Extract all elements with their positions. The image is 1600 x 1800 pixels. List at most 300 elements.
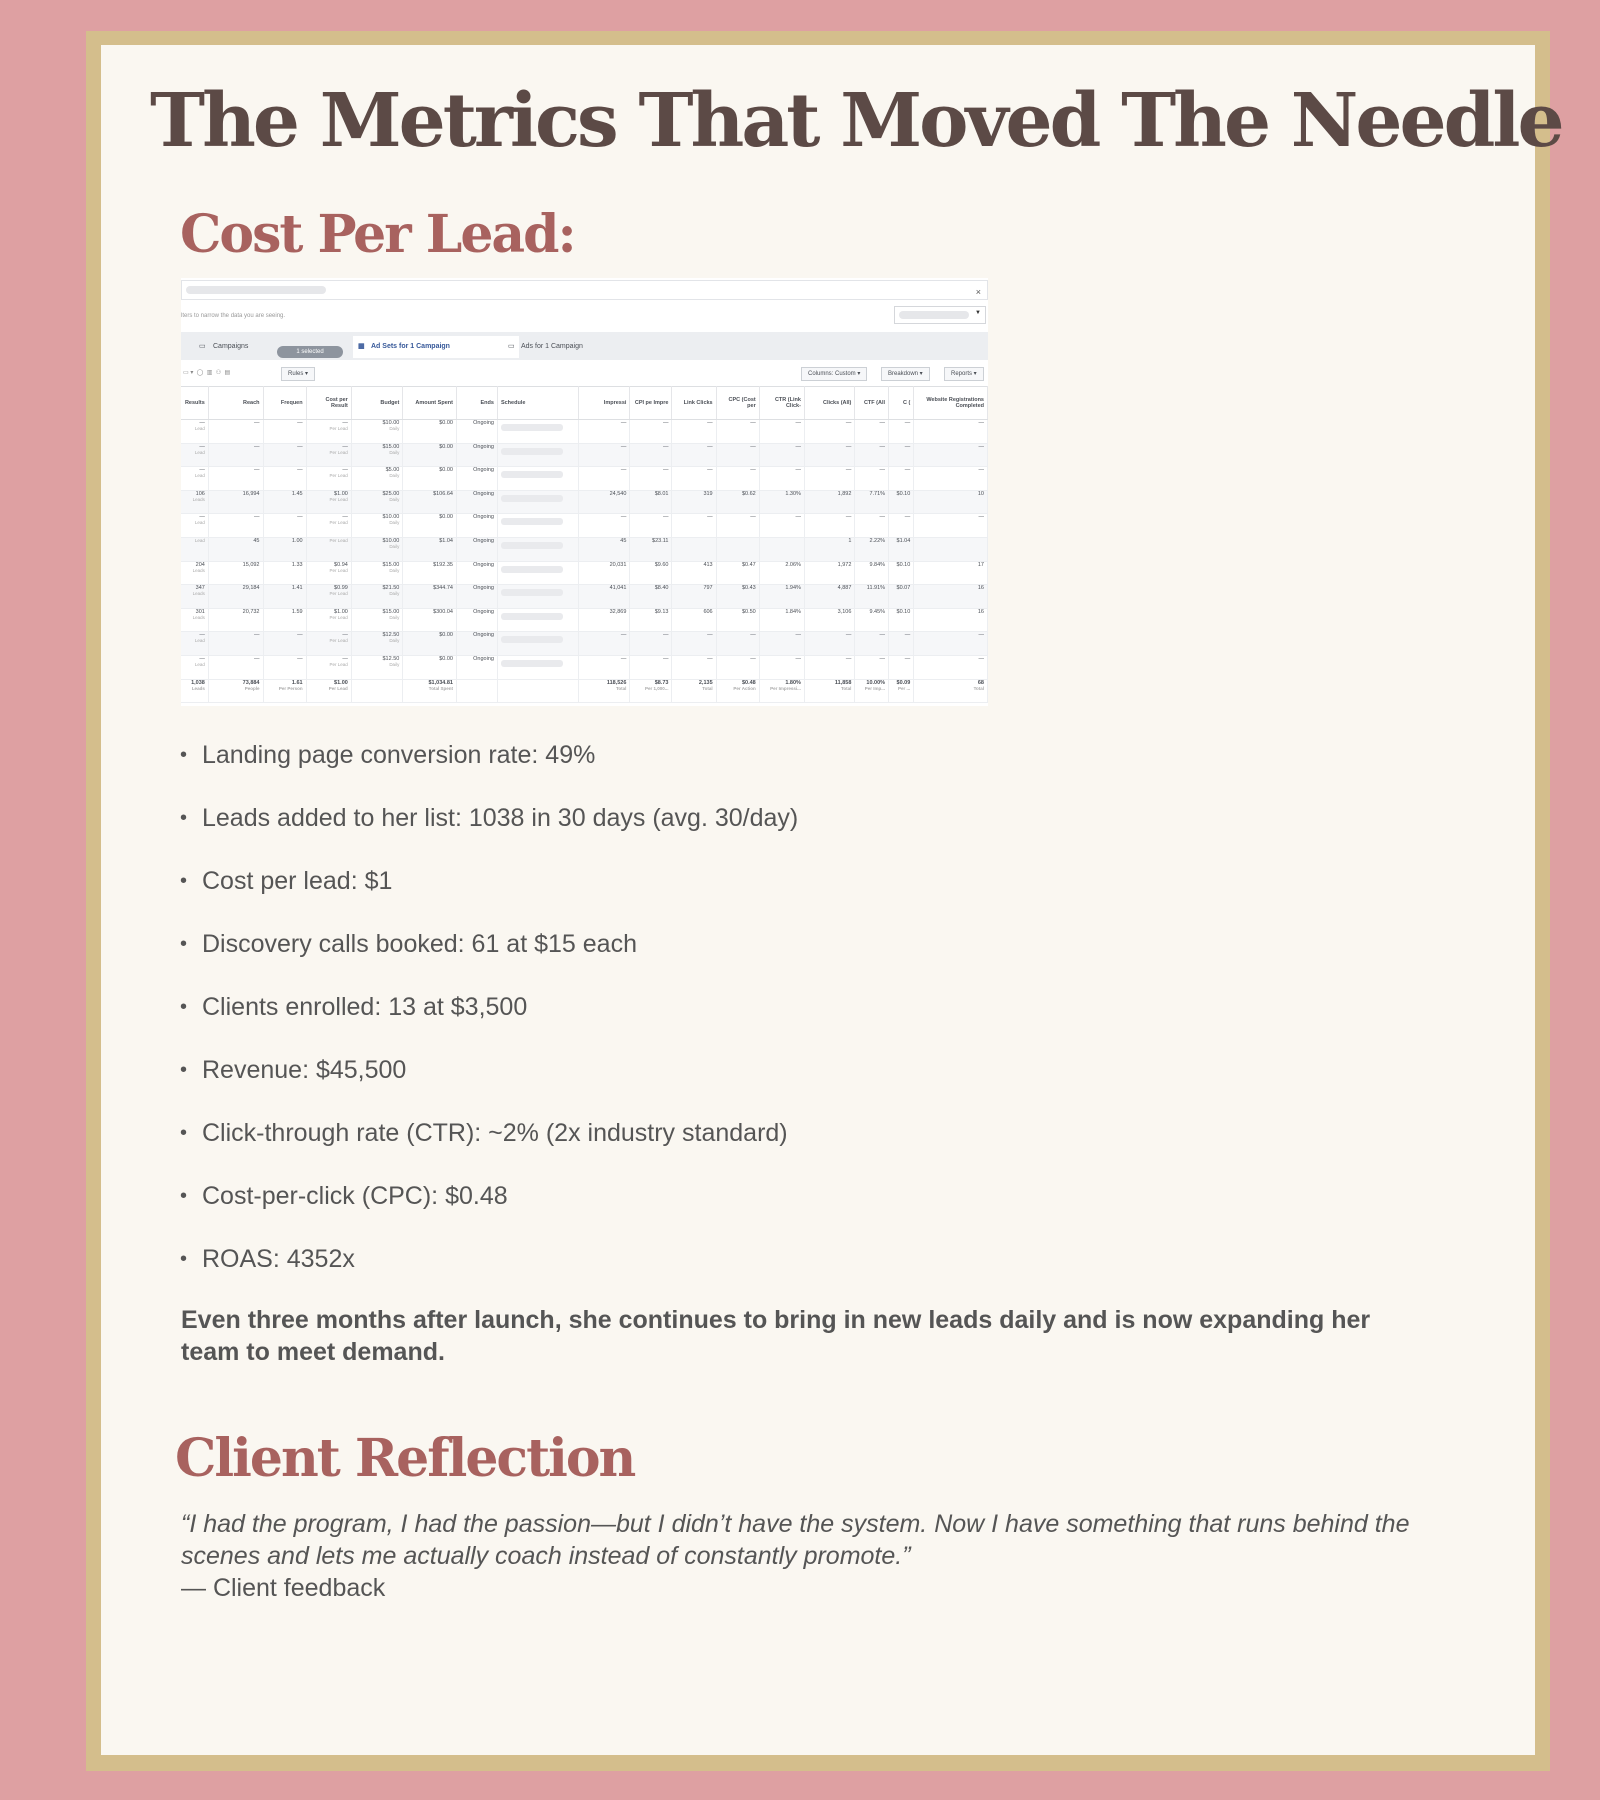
rules-button: Rules ▾	[281, 367, 315, 381]
cell-value: $192.35	[433, 561, 453, 568]
cell-value: $344.74	[433, 585, 453, 592]
ads-manager-screenshot	[181, 278, 988, 706]
table-cell	[914, 514, 988, 538]
cell-value: —	[879, 655, 886, 662]
metric-item: • Cost-per-click (CPC): $0.48	[180, 1181, 1380, 1244]
cell-subtext: Daily	[389, 449, 400, 455]
table-cell	[804, 420, 854, 444]
cell-subtext: Leads	[192, 496, 205, 502]
cell-value: —	[199, 655, 205, 662]
cell-value: —	[297, 420, 303, 426]
table-cell	[208, 679, 263, 703]
table-cell	[456, 608, 497, 632]
table-cell	[181, 632, 208, 656]
table-cell	[578, 467, 630, 491]
cell-subtext: Daily	[389, 496, 400, 502]
table-cell	[181, 514, 208, 538]
cell-value: 20,031	[609, 561, 627, 568]
table-cell	[716, 490, 759, 514]
table-cell	[497, 679, 578, 703]
cell-value: $10.00	[382, 420, 400, 426]
table-cell	[497, 655, 578, 679]
table-cell	[208, 561, 263, 585]
cell-value: $5.00	[385, 467, 400, 474]
cell-value: 10.00%	[866, 679, 886, 686]
blurred-schedule	[501, 566, 563, 573]
table-cell	[456, 537, 497, 561]
cell-value: —	[845, 420, 852, 426]
table-header-cell: C (	[889, 387, 914, 420]
table-cell	[759, 608, 804, 632]
cell-value: —	[845, 443, 852, 450]
table-cell	[263, 608, 306, 632]
metric-item: • Cost per lead: $1	[180, 866, 1380, 929]
table-header-cell: CPC (Cost per	[716, 387, 759, 420]
table-cell	[759, 443, 804, 467]
metric-item: • Click-through rate (CTR): ~2% (2x industry standard)	[180, 1118, 1380, 1181]
cell-value: 2,135	[698, 679, 713, 686]
table-cell	[889, 420, 914, 444]
cell-value: 319	[703, 490, 713, 497]
cell-value: $0.50	[741, 608, 756, 615]
table-cell	[456, 490, 497, 514]
table-cell	[914, 490, 988, 514]
table-cell	[889, 537, 914, 561]
tab-campaigns	[181, 336, 369, 358]
cell-value: $0.99	[334, 585, 348, 592]
table-cell	[630, 514, 672, 538]
table-cell	[403, 632, 457, 656]
metric-item: • Revenue: $45,500	[180, 1055, 1380, 1118]
table-cell	[403, 467, 457, 491]
table-cell	[759, 632, 804, 656]
table-cell	[306, 467, 351, 491]
table-body	[181, 420, 988, 703]
cell-subtext: Per Action	[733, 685, 756, 691]
table-header-cell: CTF (All	[855, 387, 889, 420]
cell-subtext: Leads	[192, 591, 205, 597]
cell-value: 15,092	[242, 561, 260, 568]
cell-value: —	[199, 420, 205, 426]
table-cell	[716, 443, 759, 467]
tab-adsets-label: Ad Sets for 1 Campaign	[371, 343, 450, 350]
cell-value: —	[978, 467, 984, 474]
cell-value: $0.47	[741, 561, 756, 568]
table-cell	[208, 632, 263, 656]
blurred-schedule	[501, 471, 563, 478]
table-row	[181, 561, 988, 585]
table-cell	[403, 537, 457, 561]
table-cell	[351, 655, 403, 679]
table-cell	[672, 420, 716, 444]
table-cell	[759, 420, 804, 444]
cell-value: 1.30%	[785, 490, 801, 497]
table-cell	[456, 585, 497, 609]
quote-attribution: — Client feedback	[181, 1574, 386, 1602]
cell-value: 16	[977, 585, 984, 592]
cell-value: Ongoing	[473, 490, 494, 497]
table-cell	[403, 561, 457, 585]
table-cell	[759, 655, 804, 679]
cell-value: —	[620, 632, 627, 639]
cell-value: $0.00	[439, 632, 453, 639]
table-row	[181, 655, 988, 679]
cell-subtext: Lead	[194, 520, 205, 526]
table-cell	[403, 679, 457, 703]
table-cell	[716, 585, 759, 609]
cell-subtext: Per Person	[278, 685, 303, 691]
table-cell	[630, 537, 672, 561]
cell-value: —	[620, 443, 627, 450]
table-cell	[672, 655, 716, 679]
table-cell	[456, 443, 497, 467]
cell-subtext: Leads	[192, 567, 205, 573]
cell-value: $106.64	[433, 490, 453, 497]
cell-value: —	[254, 467, 260, 474]
table-cell	[208, 585, 263, 609]
table-cell	[804, 679, 854, 703]
table-cell	[351, 514, 403, 538]
table-cell	[456, 561, 497, 585]
close-icon: ×	[975, 287, 981, 297]
blurred-schedule	[501, 660, 563, 667]
table-cell	[403, 655, 457, 679]
cell-subtext: Lead	[194, 426, 205, 431]
cell-subtext: Daily	[389, 426, 400, 431]
cell-value: —	[254, 655, 260, 662]
cell-value: —	[199, 467, 205, 474]
cell-subtext: Daily	[389, 614, 400, 620]
cell-value: —	[662, 514, 669, 521]
cell-value: —	[707, 443, 713, 450]
cell-value: $9.60	[654, 561, 669, 568]
cell-subtext: Per 1,000...	[644, 685, 669, 691]
table-cell	[456, 679, 497, 703]
table-cell	[578, 679, 630, 703]
table-cell	[351, 679, 403, 703]
table-cell	[497, 514, 578, 538]
table-cell	[497, 490, 578, 514]
cell-value: —	[254, 443, 260, 450]
blurred-schedule	[501, 636, 563, 643]
table-cell	[263, 467, 306, 491]
cell-value: —	[342, 443, 348, 450]
cell-value: —	[978, 514, 984, 521]
table-cell	[889, 608, 914, 632]
table-cell	[630, 585, 672, 609]
cell-value: 24,540	[609, 490, 627, 497]
table-cell	[263, 632, 306, 656]
table-cell	[630, 420, 672, 444]
table-cell	[855, 561, 889, 585]
table-cell	[497, 420, 578, 444]
grid-icon: ▦	[358, 343, 365, 350]
cell-subtext: Per Lead	[329, 473, 348, 479]
cell-value: $1.00	[334, 490, 348, 497]
table-cell	[181, 608, 208, 632]
table-cell	[181, 679, 208, 703]
cell-value: —	[707, 467, 713, 474]
cell-value: 1,038	[191, 679, 205, 686]
cell-value: 1.59	[291, 608, 303, 615]
table-cell	[804, 632, 854, 656]
cell-subtext: Daily	[389, 638, 400, 644]
table-cell	[208, 443, 263, 467]
cell-subtext: Daily	[389, 520, 400, 526]
metric-item: • ROAS: 4352x	[180, 1244, 1380, 1307]
table-cell	[456, 655, 497, 679]
cell-value: 9.84%	[869, 561, 886, 568]
cell-value: —	[662, 467, 669, 474]
table-cell	[716, 632, 759, 656]
table-cell	[306, 443, 351, 467]
table-cell	[889, 443, 914, 467]
table-cell	[578, 514, 630, 538]
columns-button: Columns: Custom ▾	[801, 367, 867, 381]
table-cell	[263, 514, 306, 538]
cell-subtext: Per Lead	[329, 591, 348, 597]
cell-value: $0.09	[896, 679, 911, 686]
table-cell	[672, 561, 716, 585]
cell-value: —	[750, 632, 756, 639]
cell-value: —	[750, 514, 756, 521]
table-cell	[263, 420, 306, 444]
metric-item: • Landing page conversion rate: 49%	[180, 740, 1380, 803]
cell-value: $1,034.81	[428, 679, 453, 686]
cell-value: —	[707, 514, 713, 521]
cell-value: 1.41	[291, 585, 303, 592]
metrics-list	[180, 740, 1380, 1307]
cell-value: —	[750, 443, 756, 450]
cell-value: 1.45	[291, 490, 303, 497]
table-cell	[263, 679, 306, 703]
table-header-cell: Website Registrations Completed	[914, 387, 988, 420]
table-cell	[351, 420, 403, 444]
blurred-schedule	[501, 518, 563, 525]
cell-value: —	[297, 443, 303, 450]
table-cell	[630, 679, 672, 703]
cell-value: 606	[703, 608, 713, 615]
cell-value: —	[879, 443, 886, 450]
table-row	[181, 420, 988, 444]
cell-value: —	[795, 632, 801, 639]
cell-value: $1.04	[439, 537, 453, 544]
cell-subtext: Daily	[389, 661, 400, 667]
table-cell	[403, 608, 457, 632]
cell-value: —	[342, 514, 348, 521]
cell-value: —	[662, 632, 669, 639]
cell-value: —	[662, 655, 669, 662]
cell-subtext: Per Impressi...	[770, 685, 801, 691]
table-cell	[716, 420, 759, 444]
cell-value: —	[904, 632, 911, 639]
table-cell	[208, 608, 263, 632]
table-cell	[578, 585, 630, 609]
table-cell	[306, 490, 351, 514]
cell-value: —	[795, 514, 801, 521]
cell-value: $8.01	[654, 490, 669, 497]
table-cell	[578, 608, 630, 632]
table-cell	[716, 514, 759, 538]
tab-ads	[503, 336, 671, 358]
table-cell	[804, 514, 854, 538]
cell-value: 68	[977, 679, 984, 686]
table-header-cell: Reach	[208, 387, 263, 420]
table-cell	[578, 561, 630, 585]
table-cell	[208, 467, 263, 491]
cell-value: $0.94	[334, 561, 348, 568]
cell-subtext: Per Lead	[329, 567, 348, 573]
table-cell	[672, 632, 716, 656]
table-cell	[181, 561, 208, 585]
cell-value: —	[342, 632, 348, 639]
cell-value: —	[707, 632, 713, 639]
table-cell	[889, 655, 914, 679]
table-cell	[351, 537, 403, 561]
cell-subtext: Daily	[389, 591, 400, 597]
cell-value: $1.04	[896, 537, 911, 544]
cell-value: —	[904, 420, 911, 426]
cell-value: —	[707, 655, 713, 662]
cell-value: Ongoing	[473, 537, 494, 544]
cell-value: 45	[620, 537, 627, 544]
tab-campaigns-label: Campaigns	[213, 343, 249, 350]
cell-subtext: Per Lead	[329, 520, 348, 526]
page-title: The Metrics That Moved The Needle	[150, 78, 1562, 164]
cell-value: —	[879, 420, 886, 426]
cell-value: $0.62	[741, 490, 756, 497]
cell-value: —	[297, 514, 303, 521]
table-cell	[889, 632, 914, 656]
cell-value: —	[342, 655, 348, 662]
table-cell	[497, 537, 578, 561]
table-cell	[759, 514, 804, 538]
cell-value: —	[254, 420, 260, 426]
cell-value: —	[254, 632, 260, 639]
table-cell	[208, 490, 263, 514]
blurred-schedule	[501, 589, 563, 596]
table-cell	[208, 655, 263, 679]
cell-subtext: Leads	[191, 685, 205, 691]
table-cell	[759, 561, 804, 585]
cell-value: 16,994	[242, 490, 260, 497]
table-cell	[672, 537, 716, 561]
table-cell	[716, 561, 759, 585]
cell-value: —	[662, 420, 669, 426]
table-cell	[914, 443, 988, 467]
cell-value: Ongoing	[473, 514, 494, 521]
cell-value: —	[904, 655, 911, 662]
cell-value: $15.00	[382, 443, 400, 450]
table-header-cell: Ends	[456, 387, 497, 420]
table-cell	[630, 632, 672, 656]
cell-value: 20,732	[242, 608, 260, 615]
table-header-cell: Impressi	[578, 387, 630, 420]
cell-value: —	[795, 443, 801, 450]
cell-subtext: Per Lead	[329, 449, 348, 455]
cell-value: $9.13	[654, 608, 669, 615]
cell-value: —	[978, 632, 984, 639]
cell-value: 11.91%	[866, 585, 886, 592]
blurred-schedule	[501, 448, 563, 455]
table-cell	[716, 679, 759, 703]
table-cell	[351, 443, 403, 467]
cell-value: —	[750, 420, 756, 426]
table-cell	[855, 514, 889, 538]
cell-value: 32,869	[609, 608, 627, 615]
cell-value: 1.84%	[785, 608, 801, 615]
table-cell	[914, 467, 988, 491]
table-cell	[306, 561, 351, 585]
cell-value: $0.00	[439, 420, 453, 426]
table-cell	[306, 537, 351, 561]
table-cell	[804, 655, 854, 679]
table-cell	[181, 420, 208, 444]
cell-value: $0.10	[896, 490, 911, 497]
cell-value: 1,972	[837, 561, 852, 568]
cell-value: —	[845, 632, 852, 639]
cell-value: —	[879, 514, 886, 521]
cell-subtext: Total Spent	[428, 685, 453, 691]
table-cell	[759, 585, 804, 609]
table-cell	[351, 490, 403, 514]
cell-value: —	[750, 467, 756, 474]
table-cell	[403, 490, 457, 514]
table-cell	[855, 467, 889, 491]
cell-value: —	[795, 467, 801, 474]
cell-value: 3,106	[837, 608, 852, 615]
cell-value: $0.43	[741, 585, 756, 592]
table-header-cell: Results	[181, 387, 208, 420]
table-cell	[672, 490, 716, 514]
cell-value: 204	[195, 561, 205, 568]
table-cell	[804, 537, 854, 561]
cell-value: —	[795, 655, 801, 662]
blurred-schedule	[501, 424, 563, 431]
cell-value: 10	[977, 490, 984, 497]
cell-value: $12.50	[382, 655, 400, 662]
table-cell	[263, 443, 306, 467]
table-header-cell: Link Clicks	[672, 387, 716, 420]
table-cell	[306, 679, 351, 703]
cell-value: 73,884	[242, 679, 260, 686]
table-cell	[497, 561, 578, 585]
cell-value: —	[199, 514, 205, 521]
cell-subtext: Per Lead	[328, 685, 348, 691]
table-cell	[578, 632, 630, 656]
cell-subtext: Total	[973, 685, 984, 691]
table-cell	[914, 585, 988, 609]
cell-value: Ongoing	[473, 561, 494, 568]
cell-subtext: Per Lead	[329, 614, 348, 620]
table-cell	[263, 537, 306, 561]
cell-value: 1.00	[291, 537, 303, 544]
cell-value: $10.00	[382, 514, 400, 521]
cell-value: —	[297, 632, 303, 639]
cell-value: 1	[848, 537, 852, 544]
table-cell	[914, 420, 988, 444]
table-header-cell: Budget	[351, 387, 403, 420]
client-quote: “I had the program, I had the passion—but I didn’t have the system. Now I have something that runs behind the scenes and lets me actually coach instead of constantly promote.”	[181, 1510, 1410, 1570]
cell-value: 17	[977, 561, 984, 568]
cell-subtext: Lead	[194, 638, 205, 644]
blurred-schedule	[501, 495, 563, 502]
table-cell	[889, 490, 914, 514]
table-cell	[181, 467, 208, 491]
table-cell	[181, 585, 208, 609]
cell-value: 1.33	[291, 561, 303, 568]
table-cell	[672, 443, 716, 467]
